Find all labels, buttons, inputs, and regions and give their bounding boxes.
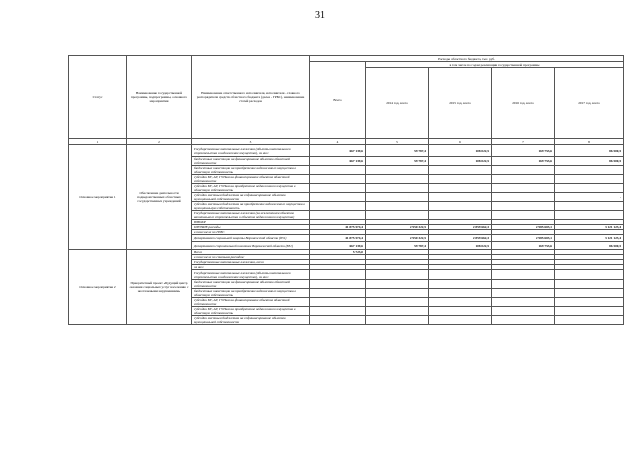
amount-cell	[429, 166, 492, 175]
expense-name-cell: бюджетные инвестиции на финансирование объектов областной собственности	[192, 157, 310, 166]
amount-cell: 108 022,5	[429, 145, 492, 157]
amount-cell: 3 121 123,4	[555, 235, 624, 242]
amount-cell: 41 875 574,4	[310, 225, 366, 230]
amount-cell	[310, 280, 366, 289]
amount-cell	[310, 289, 366, 298]
amount-cell	[429, 193, 492, 202]
amount-cell	[555, 316, 624, 325]
amount-cell	[492, 280, 555, 289]
header-year-2016: 2016 год, всего	[492, 68, 555, 139]
expense-name-cell: в том числе по ГРБС	[192, 230, 310, 235]
amount-cell	[366, 184, 429, 193]
amount-cell: 108 022,5	[429, 242, 492, 250]
expense-name-cell: ПРОЧИЕ расходы	[192, 225, 310, 230]
expense-name-cell: субсидии БУ, АУ, ГУПам на приобретение недвижимого имущества в областную собственность	[192, 307, 310, 316]
amount-cell	[492, 202, 555, 211]
amount-cell	[310, 166, 366, 175]
amount-cell	[310, 211, 366, 220]
amount-cell	[366, 175, 429, 184]
amount-cell	[366, 270, 429, 280]
amount-cell	[555, 307, 624, 316]
amount-cell	[492, 184, 555, 193]
amount-cell	[492, 211, 555, 220]
amount-cell	[492, 289, 555, 298]
status-cell: Основное мероприятие 1	[69, 145, 127, 250]
table-row	[69, 145, 624, 157]
amount-cell: 86 500,5	[555, 157, 624, 166]
expense-name-cell: Государственные капитальные вложения (объекты капитального строительства и недвижимое имущество), из них:	[192, 145, 310, 157]
amount-cell: 2 985 603,1	[492, 235, 555, 242]
amount-cell	[555, 184, 624, 193]
amount-cell: 667 139,6	[310, 242, 366, 250]
amount-cell: 3 121 123,4	[555, 225, 624, 230]
expense-name-cell: из них:	[192, 265, 310, 270]
amount-cell	[310, 202, 366, 211]
amount-cell: 41 875 574,4	[310, 235, 366, 242]
index-cell: 3	[192, 139, 310, 145]
amount-cell	[555, 298, 624, 307]
amount-cell	[555, 211, 624, 220]
expense-name-cell: Департамент социальной защиты Воронежской области (831)	[192, 235, 310, 242]
header-status: Статус	[69, 56, 127, 139]
expense-name-cell: Всего	[192, 250, 310, 255]
amount-cell	[366, 166, 429, 175]
header-year-2014: 2014 год, всего	[366, 68, 429, 139]
index-cell: 1	[69, 139, 127, 145]
amount-cell: -	[555, 193, 624, 202]
amount-cell	[310, 307, 366, 316]
header-subtitle: в том числе по годам реализации государственной программы	[366, 62, 624, 68]
expense-name-cell: субсидии местным бюджетам на приобретение недвижимого имущества в муниципальную собственность	[192, 202, 310, 211]
amount-cell: 2 985 603,1	[492, 225, 555, 230]
amount-cell	[310, 175, 366, 184]
amount-cell	[492, 307, 555, 316]
expenditure-table	[68, 55, 624, 325]
amount-cell	[366, 298, 429, 307]
amount-cell	[429, 270, 492, 280]
index-cell: 2	[127, 139, 192, 145]
expense-name-cell: субсидии местным бюджетам на софинансирование объектов муниципальной собственности	[192, 193, 310, 202]
amount-cell: 667 139,6	[310, 145, 366, 157]
amount-cell	[310, 316, 366, 325]
amount-cell	[492, 193, 555, 202]
status-cell: Основное мероприятие 2	[69, 250, 127, 325]
amount-cell	[366, 316, 429, 325]
expense-name-cell: бюджетные инвестиции на приобретение недвижимого имущества в областную собственность	[192, 166, 310, 175]
header-total: Всего	[310, 62, 366, 139]
amount-cell	[429, 280, 492, 289]
index-cell: 6	[429, 139, 492, 145]
index-cell: 8	[555, 139, 624, 145]
header-executor: Наименование ответственного исполнителя, исполнителя - главного распорядителя средств областного бюджета (далее - ГРБС), наименование статей расходов	[192, 56, 310, 139]
expense-name-cell: НИОКР	[192, 220, 310, 225]
amount-cell	[310, 184, 366, 193]
amount-cell	[555, 166, 624, 175]
amount-cell	[492, 175, 555, 184]
amount-cell: 169 753,6	[492, 157, 555, 166]
amount-cell	[366, 289, 429, 298]
amount-cell	[429, 316, 492, 325]
amount-cell	[492, 166, 555, 175]
amount-cell	[555, 202, 624, 211]
amount-cell	[429, 175, 492, 184]
expense-name-cell: субсидии местным бюджетам на софинансирование объектов муниципальной собственности	[192, 316, 310, 325]
amount-cell	[310, 298, 366, 307]
amount-cell	[310, 270, 366, 280]
expense-name-cell: бюджетные инвестиции на финансирование объектов областной собственности	[192, 280, 310, 289]
page-number: 31	[315, 10, 325, 21]
amount-cell: 59 787,4	[366, 145, 429, 157]
amount-cell	[366, 193, 429, 202]
expense-name-cell: в том числе по статьям расходов:	[192, 255, 310, 260]
amount-cell: 667 139,6	[310, 157, 366, 166]
amount-cell	[429, 184, 492, 193]
amount-cell: 5 723,0	[310, 250, 366, 255]
index-cell: 5	[366, 139, 429, 145]
amount-cell	[429, 211, 492, 220]
amount-cell	[555, 175, 624, 184]
amount-cell	[366, 202, 429, 211]
header-year-2017: 2017 год, всего	[555, 68, 624, 139]
amount-cell: 2 859 662,3	[429, 225, 492, 230]
amount-cell	[310, 193, 366, 202]
expense-name-cell: субсидии БУ, АУ, ГУПам на приобретение недвижимого имущества в областную собственность	[192, 184, 310, 193]
amount-cell	[492, 316, 555, 325]
amount-cell	[366, 280, 429, 289]
amount-cell: 59 787,4	[366, 242, 429, 250]
amount-cell	[366, 211, 429, 220]
amount-cell	[366, 307, 429, 316]
amount-cell: 169 753,6	[492, 242, 555, 250]
amount-cell: 2 950 322,5	[366, 235, 429, 242]
amount-cell	[492, 298, 555, 307]
amount-cell: 59 787,4	[366, 157, 429, 166]
amount-cell	[492, 270, 555, 280]
amount-cell	[555, 270, 624, 280]
program-cell: Обеспечение деятельности подведомственных областных государственных учреждений	[127, 145, 192, 250]
amount-cell	[429, 298, 492, 307]
amount-cell: 108 022,5	[429, 157, 492, 166]
expense-name-cell: Государственные капитальные вложения (объекты капитального строительства и недвижимое имущество), из них:	[192, 270, 310, 280]
amount-cell: 2 859 662,3	[429, 235, 492, 242]
expense-name-cell: Государственные капитальные вложения (за исключением объектов капитального строительства и объектов недвижимого имущества)	[192, 211, 310, 220]
expense-name-cell: бюджетные инвестиции на приобретение недвижимого имущества в областную собственность	[192, 289, 310, 298]
expense-name-cell: Департамент строительной политики Воронежской области (831)	[192, 242, 310, 250]
amount-cell	[429, 202, 492, 211]
amount-cell: 2 950 322,5	[366, 225, 429, 230]
header-group-title: Расходы областного бюджета, тыс. руб.	[310, 56, 624, 62]
amount-cell	[555, 289, 624, 298]
header-year-2015: 2015 год, всего	[429, 68, 492, 139]
program-cell: Приоритетный проект «Будущий центр оказания социальных услуг населению с неотложными нарушениями»	[127, 250, 192, 325]
index-cell: 4	[310, 139, 366, 145]
index-cell: 7	[492, 139, 555, 145]
expense-name-cell: Государственные капитальные вложения, всего	[192, 260, 310, 265]
expense-name-cell: субсидии БУ, АУ, ГУПам на финансирование объектов областной собственности	[192, 175, 310, 184]
amount-cell: 169 753,6	[492, 145, 555, 157]
amount-cell	[429, 307, 492, 316]
amount-cell	[555, 280, 624, 289]
amount-cell: 86 500,5	[555, 242, 624, 250]
expense-name-cell: субсидии БУ, АУ, ГУПам на финансирование объектов областной собственности	[192, 298, 310, 307]
amount-cell: 86 500,5	[555, 145, 624, 157]
header-program: Наименование государственной программы, подпрограммы, основного мероприятия	[127, 56, 192, 139]
amount-cell	[429, 289, 492, 298]
